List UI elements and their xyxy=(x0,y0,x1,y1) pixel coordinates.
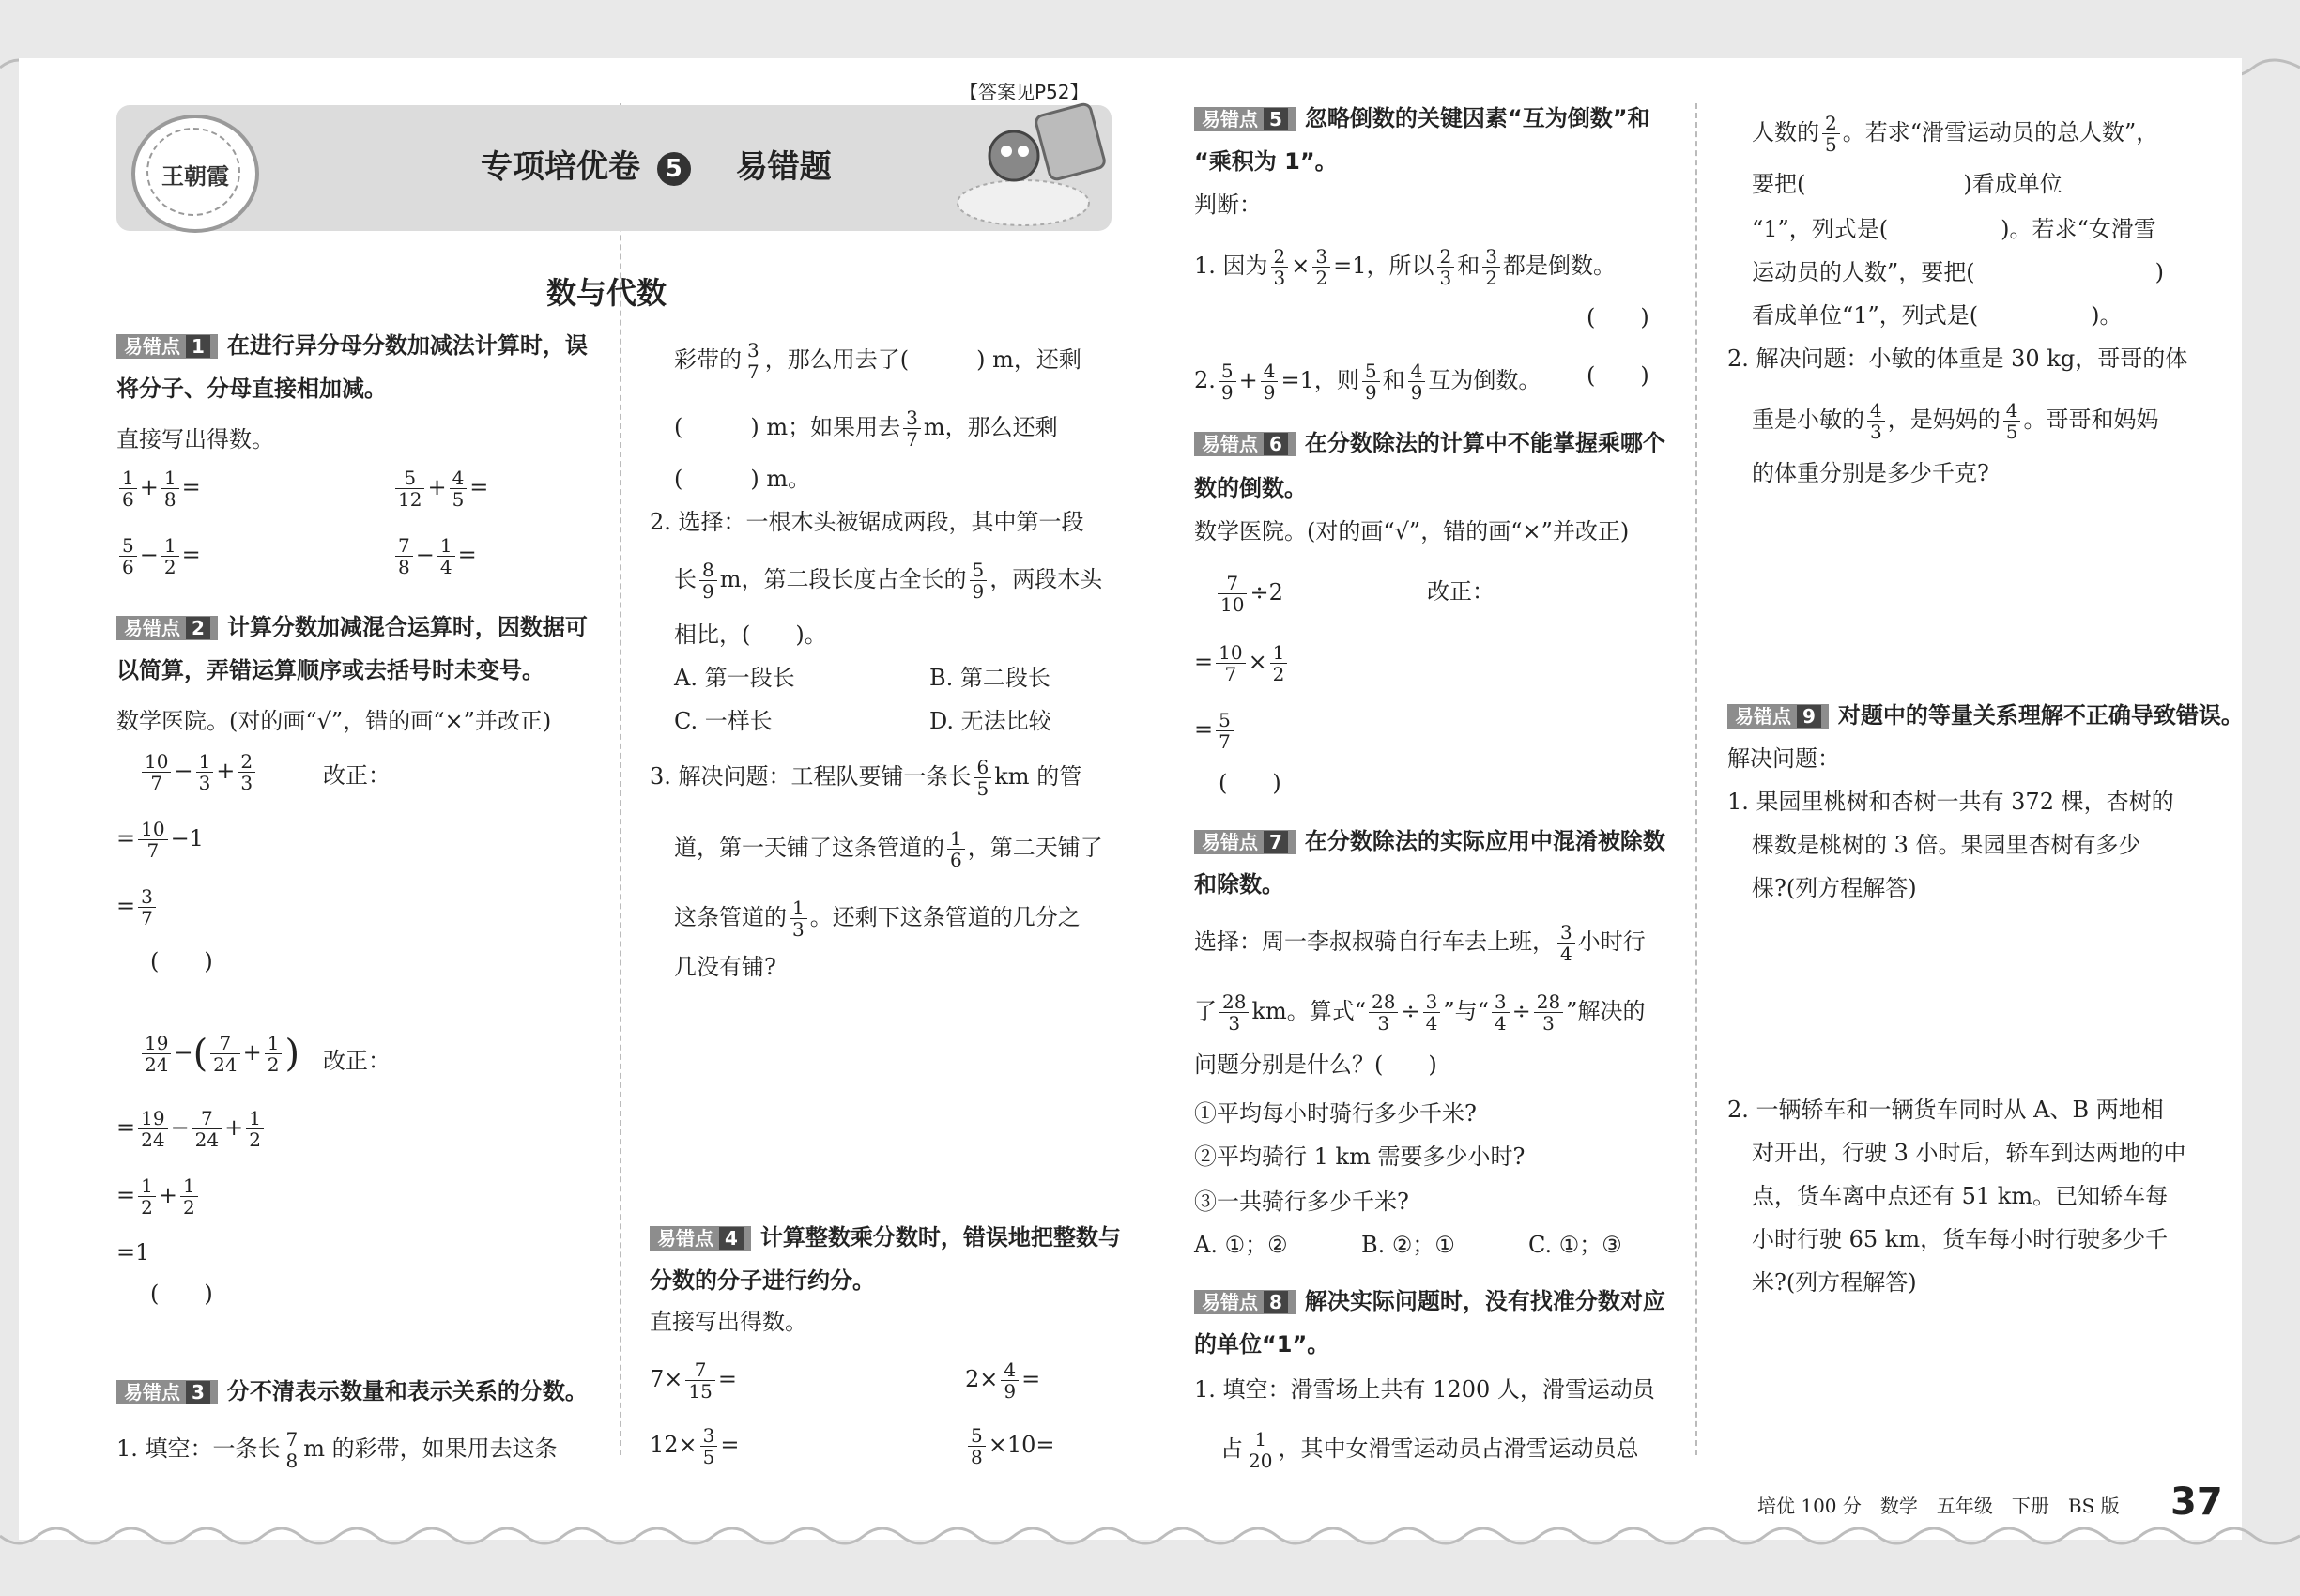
point-2-title-cont: 以简算，弄错运算顺序或去括号时未变号。 xyxy=(116,657,544,683)
tag-number: 2 xyxy=(186,617,210,639)
c3-text: 都是倒数。 xyxy=(1502,253,1616,279)
c4-line4: 运动员的人数”，要把( ) xyxy=(1752,259,2164,285)
point-1-title-cont: 将分子、分母直接相加减。 xyxy=(116,376,387,402)
point-3-q1: 1. 填空：一条长 $\frac{7}{8}$ m 的彩带，如果用去这条 xyxy=(116,1428,558,1472)
point-4-instruction: 直接写出得数。 xyxy=(650,1309,807,1335)
c2-line1: 彩带的 $\frac{3}{7}$ ，那么用去了( ) m，还剩 xyxy=(674,339,1081,383)
c4-r2-line3: 点，货车离中点还有 51 km。已知轿车每 xyxy=(1752,1183,2169,1209)
c2-q3-line2: 道，第一天铺了这条管道的 $\frac{1}{6}$ ，第二天铺了 xyxy=(674,827,1103,871)
c2-text: ，两段木头 xyxy=(989,566,1103,592)
option-c[interactable]: C. 一样长 xyxy=(674,708,773,734)
error-point-tag: 易错点 7 xyxy=(1194,830,1296,854)
tag-number: 8 xyxy=(1264,1291,1288,1313)
cartoon-illustration xyxy=(948,90,1117,231)
c2-text: 长 xyxy=(674,566,697,592)
section-title: 数与代数 xyxy=(546,275,667,311)
c2-text: 3. 解决问题：工程队要铺一条长 xyxy=(650,763,972,790)
c3-text: 2. xyxy=(1194,367,1216,393)
c4-text: ，是妈妈的 xyxy=(1887,407,2001,433)
point-6-title-cont: 数的倒数。 xyxy=(1194,475,1307,501)
point-6-title: 在分数除法的计算中不能掌握乘哪个 xyxy=(1304,430,1665,456)
c3-text: 和 xyxy=(1382,367,1405,393)
tag-number: 5 xyxy=(1264,108,1288,130)
c3-text: ”与“ xyxy=(1443,998,1489,1024)
fix-label: 改正： xyxy=(1427,578,1495,605)
point-4-title-cont: 分数的分子进行约分。 xyxy=(650,1267,875,1294)
c4-text: 。哥哥和妈妈 xyxy=(2023,407,2159,433)
tag-number: 4 xyxy=(719,1227,744,1250)
answer-blank[interactable]: ( ) xyxy=(150,948,213,974)
point-1-instruction: 直接写出得数。 xyxy=(116,426,274,453)
c4-r2-line5: 米?(列方程解答) xyxy=(1752,1269,1917,1296)
c4-q2-line3: 的体重分别是多少千克? xyxy=(1752,460,1989,486)
c2-line3: ( ) m。 xyxy=(674,466,811,492)
c4-text: 人数的 xyxy=(1752,119,1819,146)
c3-fill-line1: 1. 填空：滑雪场上共有 1200 人，滑雪运动员 xyxy=(1194,1376,1655,1403)
judge-1: 1. 因为 $\frac{2}{3}$ × $\frac{3}{2}$ =1，所以 $\frac{2}{3}$ 和 $\frac{3}{2}$ 都是倒数。 xyxy=(1194,245,1616,289)
c4-q2-line2: 重是小敏的 $\frac{4}{3}$ ，是妈妈的 $\frac{4}{5}$ 。哥哥和妈妈 xyxy=(1752,399,2159,443)
page-number: 37 xyxy=(2170,1481,2223,1524)
c3-choice-line3: 问题分别是什么？( ) xyxy=(1194,1051,1437,1078)
tag-number: 3 xyxy=(186,1381,210,1404)
c2-text: 道，第一天铺了这条管道的 xyxy=(674,835,944,861)
error-point-tag: 易错点 8 xyxy=(1194,1290,1296,1314)
expr-8: $\frac{5}{8}$ ×10= xyxy=(965,1425,1055,1467)
point-3-title: 分不清表示数量和表示关系的分数。 xyxy=(226,1378,588,1404)
calc-b-line3: = $\frac{1}{2}$ + $\frac{1}{2}$ xyxy=(116,1175,201,1218)
c4-line5: 看成单位“1”，列式是( )。 xyxy=(1752,302,2123,329)
point-2-heading xyxy=(116,612,588,642)
c2-text: ( ) m；如果用去 xyxy=(674,414,901,440)
calc-b-line4: =1 xyxy=(116,1239,150,1266)
option-b[interactable]: B. 第二段长 xyxy=(929,665,1050,691)
c3-text: 占 xyxy=(1220,1435,1243,1462)
error-point-tag: 易错点 6 xyxy=(1194,432,1296,456)
c3-text: ，其中女滑雪运动员占滑雪运动员总 xyxy=(1278,1435,1639,1462)
c2-q2-line3: 相比，( )。 xyxy=(674,622,827,648)
c4-q2-line1: 2. 解决问题：小敏的体重是 30 kg，哥哥的体 xyxy=(1727,345,2188,372)
point-3-heading xyxy=(116,1376,588,1406)
calc-b-line2: = $\frac{19}{24}$ − $\frac{7}{24}$ + $\frac{1}{2}$ xyxy=(116,1108,267,1150)
option-a[interactable]: A. 第一段长 xyxy=(674,665,795,691)
c3-choice-line1: 选择：周一李叔叔骑自行车去上班， $\frac{3}{4}$ 小时行 xyxy=(1194,921,1646,965)
answer-blank[interactable]: ( ) xyxy=(1219,770,1281,796)
expr-5: 7× $\frac{7}{15}$ = xyxy=(650,1358,737,1403)
calc-b-line1: $\frac{19}{24}$ −( $\frac{7}{24}$ + $\frac{1}{2}$ ) xyxy=(139,1033,299,1075)
c3-text: km。算式“ xyxy=(1251,998,1367,1024)
option-1: ①平均每小时骑行多少千米? xyxy=(1194,1100,1477,1127)
point-5-heading xyxy=(1194,103,1649,133)
point-8-title-cont: 的单位“1”。 xyxy=(1194,1331,1330,1358)
c2-q3-line3: 这条管道的 $\frac{1}{3}$ 。还剩下这条管道的几分之 xyxy=(674,897,1081,941)
bottom-wavy-border xyxy=(0,1523,2300,1560)
logo-badge xyxy=(131,115,259,233)
expr-3: $\frac{5}{6}$ − $\frac{1}{2}$ = xyxy=(116,535,201,577)
point-9-instruction: 解决问题： xyxy=(1727,745,1840,772)
c4-line2: 要把( )看成单位 xyxy=(1752,171,2062,197)
option-d[interactable]: D. 无法比较 xyxy=(929,708,1051,734)
c4-r2-line4: 小时行驶 65 km，货车每小时行驶多少千 xyxy=(1752,1226,2169,1252)
tag-number: 9 xyxy=(1797,705,1821,728)
calc-c-line1: $\frac{7}{10}$ ÷2 xyxy=(1215,573,1283,615)
expr-1: $\frac{1}{6}$ + $\frac{1}{8}$ = xyxy=(116,468,201,510)
error-point-tag: 易错点 4 xyxy=(650,1226,751,1251)
c3-text: 互为倒数。 xyxy=(1428,367,1541,393)
banner-title-text: 专项培优卷 xyxy=(481,148,640,186)
divider-line xyxy=(1695,103,1697,1455)
c4-r1-line1: 1. 果园里桃树和杏树一共有 372 棵，杏树的 xyxy=(1727,789,2174,815)
c2-text: ，第二天铺了 xyxy=(967,835,1103,861)
c2-q3-line4: 几没有铺? xyxy=(674,954,776,980)
error-point-tag: 易错点 2 xyxy=(116,616,218,640)
tag-number: 1 xyxy=(186,335,210,358)
point-2-title: 计算分数加减混合运算时，因数据可 xyxy=(226,614,588,640)
point-7-title: 在分数除法的实际应用中混淆被除数 xyxy=(1304,828,1665,854)
banner-number-badge: 5 xyxy=(657,152,691,186)
option-3: ③一共骑行多少千米? xyxy=(1194,1189,1409,1215)
logo-text: 王朝霞 xyxy=(161,163,229,190)
c4-text: 。若求“滑雪运动员的总人数”， xyxy=(1842,119,2159,146)
c3-text: =1，所以 xyxy=(1333,253,1434,279)
c2-q3-line1: 3. 解决问题：工程队要铺一条长 $\frac{6}{5}$ km 的管 xyxy=(650,756,1082,800)
calc-c-line2: = $\frac{10}{7}$ × $\frac{1}{2}$ xyxy=(1194,642,1290,684)
point-7-title-cont: 和除数。 xyxy=(1194,871,1284,898)
banner-subtitle: 易错题 xyxy=(735,148,832,186)
c2-text: ，那么用去了( ) m，还剩 xyxy=(764,346,1081,373)
c3-text: 了 xyxy=(1194,998,1217,1024)
c3-text: 选择：周一李叔叔骑自行车去上班， xyxy=(1194,928,1555,955)
c2-q2-line1: 2. 选择：一根木头被锯成两段，其中第一段 xyxy=(650,509,1084,535)
c2-text: m，那么还剩 xyxy=(923,414,1058,440)
c4-text: 重是小敏的 xyxy=(1752,407,1864,433)
tag-label: 易错点 xyxy=(124,335,180,358)
c4-line1: 人数的 $\frac{2}{5}$ 。若求“滑雪运动员的总人数”， xyxy=(1752,112,2159,156)
error-point-tag: 易错点 9 xyxy=(1727,704,1829,729)
c3-text: 小时行 xyxy=(1577,928,1646,955)
option-b[interactable]: B. ②；① xyxy=(1361,1232,1455,1258)
calc-a-line1: $\frac{10}{7}$ − $\frac{1}{3}$ + $\frac{2}{3}$ xyxy=(139,751,258,793)
calc-a-line2: = $\frac{10}{7}$ −1 xyxy=(116,818,204,862)
c2-text: 。还剩下这条管道的几分之 xyxy=(809,904,1081,930)
c4-r2-line2: 对开出，行驶 3 小时后，轿车到达两地的中 xyxy=(1752,1140,2186,1166)
c2-q2-line2: 长 $\frac{8}{9}$ m，第二段长度占全长的 $\frac{5}{9}$ ，两段木头 xyxy=(674,559,1103,603)
error-point-tag: 易错点 5 xyxy=(1194,107,1296,131)
tag-number: 7 xyxy=(1264,831,1288,853)
point-8-title: 解决实际问题时，没有找准分数对应 xyxy=(1304,1288,1665,1314)
point-9-heading xyxy=(1727,700,2244,730)
c3-choice-line2: 了 $\frac{28}{3}$ km。算式“ $\frac{28}{3}$ ÷ $\frac{3}{4}$ ”与“ $\frac{3}{4}$ ÷ $\frac{28}{3}$ ”解决的 xyxy=(1194,990,1646,1035)
error-point-tag: 易错点 3 xyxy=(116,1380,218,1404)
expr-2: $\frac{5}{12}$ + $\frac{4}{5}$ = xyxy=(392,468,488,510)
expr-7: 12× $\frac{3}{5}$ = xyxy=(650,1424,740,1468)
c4-r1-line2: 棵数是桃树的 3 倍。果园里杏树有多少 xyxy=(1752,832,2141,858)
point-1-title: 在进行异分母分数加减法计算时，误 xyxy=(226,332,588,359)
answer-blank[interactable]: ( ) xyxy=(150,1281,213,1307)
judge-label: 判断： xyxy=(1194,192,1262,218)
judge-2: 2. $\frac{5}{9}$ + $\frac{4}{9}$ =1，则 $\frac{5}{9}$ 和 $\frac{4}{9}$ 互为倒数。 xyxy=(1194,360,1541,404)
banner-title xyxy=(481,146,832,188)
fix-label: 改正： xyxy=(323,762,391,789)
point-5-title-cont: “乘积为 1”。 xyxy=(1194,148,1338,175)
expr-4: $\frac{7}{8}$ − $\frac{1}{4}$ = xyxy=(392,535,477,577)
fix-label: 改正： xyxy=(323,1048,391,1074)
c2-text: 这条管道的 xyxy=(674,904,787,930)
point-1-heading xyxy=(116,330,588,361)
c2-text: 彩带的 xyxy=(674,346,742,373)
c3-text: 1. 因为 xyxy=(1194,253,1268,279)
option-2: ②平均骑行 1 km 需要多少小时? xyxy=(1194,1143,1526,1170)
c2-text: km 的管 xyxy=(994,763,1082,790)
point-6-heading xyxy=(1194,428,1665,458)
point-5-title: 忽略倒数的关键因素“互为倒数”和 xyxy=(1304,105,1650,131)
point-4-heading xyxy=(650,1222,1121,1252)
c4-line3: “1”，列式是( )。若求“女滑雪 xyxy=(1752,216,2156,242)
error-point-tag xyxy=(116,334,218,359)
calc-c-line3: = $\frac{5}{7}$ xyxy=(1194,710,1236,752)
footer-info: 培优 100 分 数学 五年级 下册 BS 版 xyxy=(1757,1495,2120,1517)
q1-text-b: m 的彩带，如果用去这条 xyxy=(303,1435,558,1462)
expr-6: 2× $\frac{4}{9}$ = xyxy=(965,1358,1041,1403)
option-c[interactable]: C. ①；③ xyxy=(1528,1232,1622,1258)
point-9-title: 对题中的等量关系理解不正确导致错误。 xyxy=(1837,702,2244,729)
c3-text: 和 xyxy=(1457,253,1480,279)
point-6-instruction: 数学医院。(对的画“√”，错的画“×”并改正) xyxy=(1194,518,1630,545)
answer-blank[interactable]: ( ) xyxy=(1587,304,1649,330)
c4-r2-line1: 2. 一辆轿车和一辆货车同时从 A、B 两地相 xyxy=(1727,1097,2164,1123)
tag-number: 6 xyxy=(1264,433,1288,455)
option-a[interactable]: A. ①；② xyxy=(1194,1232,1288,1258)
c3-text: ”解决的 xyxy=(1566,998,1646,1024)
answer-blank[interactable]: ( ) xyxy=(1587,362,1649,389)
answer-reference: 【答案见P52】 xyxy=(959,81,1089,103)
c3-text: =1，则 xyxy=(1280,367,1359,393)
point-8-heading xyxy=(1194,1286,1665,1316)
point-7-heading xyxy=(1194,826,1665,856)
q1-text-a: 1. 填空：一条长 xyxy=(116,1435,281,1462)
c2-text: m，第二段长度占全长的 xyxy=(719,566,967,592)
calc-a-line3: = $\frac{3}{7}$ xyxy=(116,886,159,928)
c2-line2: ( ) m；如果用去 $\frac{3}{7}$ m，那么还剩 xyxy=(674,407,1058,451)
point-4-title: 计算整数乘分数时，错误地把整数与 xyxy=(759,1224,1121,1251)
c3-fill-line2: 占 $\frac{1}{20}$ ，其中女滑雪运动员占滑雪运动员总 xyxy=(1220,1428,1639,1472)
point-2-instruction: 数学医院。(对的画“√”，错的画“×”并改正) xyxy=(116,708,552,734)
c4-r1-line3: 棵?(列方程解答) xyxy=(1752,875,1917,901)
